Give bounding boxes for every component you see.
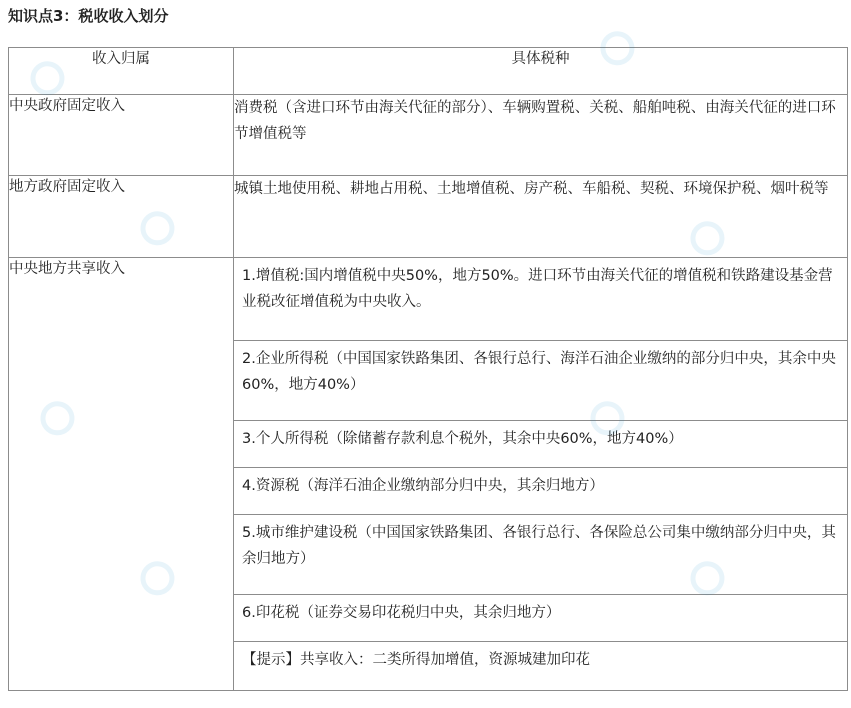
- central-fixed-label: 中央政府固定收入: [9, 95, 234, 176]
- header-revenue-ownership: 收入归属: [9, 48, 234, 95]
- local-fixed-content: 城镇土地使用税、耕地占用税、土地增值税、房产税、车船税、契税、环境保护税、烟叶税等: [234, 176, 848, 258]
- local-fixed-label: 地方政府固定收入: [9, 176, 234, 258]
- page-title: 知识点3：税收收入划分: [8, 7, 169, 25]
- central-fixed-content: 消费税（含进口环节由海关代征的部分）、车辆购置税、关税、船舶吨税、由海关代征的进口环节增值税等: [234, 95, 848, 176]
- shared-item-resource-tax: 4.资源税（海洋石油企业缴纳部分归中央，其余归地方）: [234, 468, 847, 515]
- table-header-row: [9, 48, 848, 95]
- tax-revenue-table: [8, 47, 848, 691]
- table-row-local-fixed: [9, 176, 848, 258]
- shared-item-stamp-tax: 6.印花税（证券交易印花税归中央，其余归地方）: [234, 595, 847, 642]
- header-tax-types: 具体税种: [234, 48, 848, 95]
- shared-item-urban-construction-tax: 5.城市维护建设税（中国国家铁路集团、各银行总行、各保险总公司集中缴纳部分归中央，其余归地方）: [234, 515, 847, 595]
- shared-content: [234, 258, 848, 691]
- shared-item-corporate-income-tax: 2.企业所得税（中国国家铁路集团、各银行总行、海洋石油企业缴纳的部分归中央，其余中央60%，地方40%）: [234, 341, 847, 421]
- shared-item-tip: 【提示】共享收入：二类所得加增值，资源城建加印花: [242, 652, 590, 668]
- table-row-shared: [9, 258, 848, 691]
- table-row-central-fixed: [9, 95, 848, 176]
- shared-item-vat: 1.增值税:国内增值税中央50%，地方50%。进口环节由海关代征的增值税和铁路建设基金营业税改征增值税为中央收入。: [234, 258, 847, 341]
- shared-label: 中央地方共享收入: [9, 258, 234, 691]
- shared-item-personal-income-tax: 3.个人所得税（除储蓄存款利息个税外，其余中央60%，地方40%）: [234, 421, 847, 468]
